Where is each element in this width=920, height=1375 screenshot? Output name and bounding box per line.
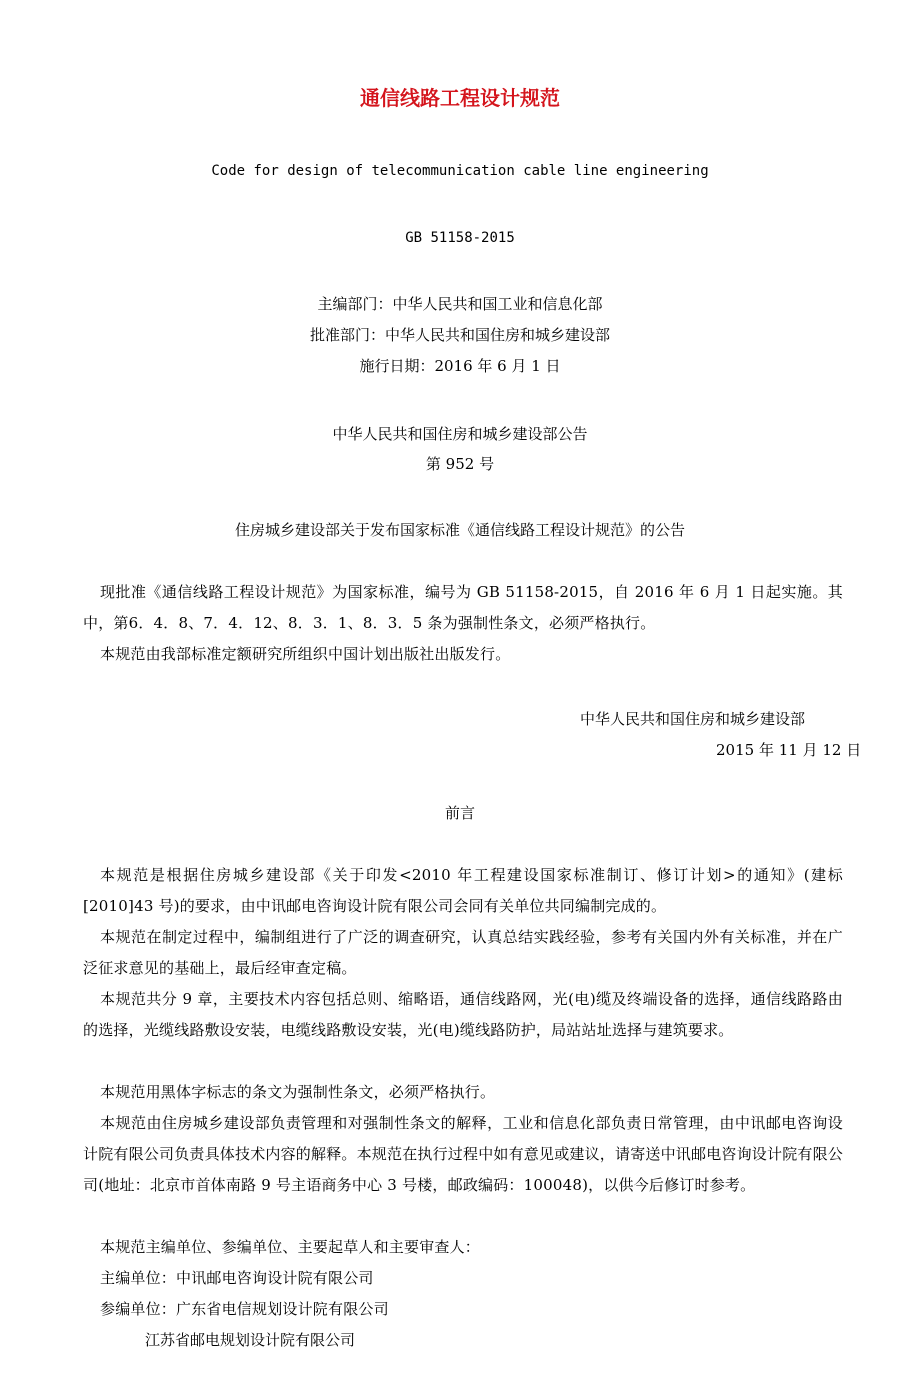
announcement-paragraph-2: 本规范由我部标准定额研究所组织中国计划出版社出版发行。 xyxy=(100,645,511,663)
participating-unit-2: 江苏省邮电规划设计院有限公司 xyxy=(145,1331,356,1349)
announcement-signature: 中华人民共和国住房和城乡建设部 xyxy=(580,710,806,728)
announcement-number: 第 952 号 xyxy=(425,455,495,473)
standard-code: GB 51158-2015 xyxy=(405,230,515,246)
preface-paragraph-3: 本规范共分 9 章，主要技术内容包括总则、缩略语，通信线路网，光(电)缆及终端设备的选择，通信线路路由的选择，光缆线路敷设安装，电缆线路敷设安装，光(电)缆线路防护，局站站址选择与建筑要求。 xyxy=(83,990,843,1039)
announcement-heading: 住房城乡建设部关于发布国家标准《通信线路工程设计规范》的公告 xyxy=(234,521,685,539)
preface-paragraph-1: 本规范是根据住房城乡建设部《关于印发<2010 年工程建设国家标准制订、修订计划>的通知》(建标[2010]43 号)的要求，由中讯邮电咨询设计院有限公司会同有关单位共同编制完成的。 xyxy=(83,866,843,915)
english-title: Code for design of telecommunication cable line engineering xyxy=(211,163,709,179)
participating-unit-1: 参编单位：广东省电信规划设计院有限公司 xyxy=(100,1300,389,1318)
announcement-paragraph-1: 现批准《通信线路工程设计规范》为国家标准，编号为 GB 51158-2015，自 2016 年 6 月 1 日起实施。其中，第6．4．8、7．4．12、8．3．1、8．3．5 条为强制性条文，必须严格执行。 xyxy=(83,583,843,632)
announcement-date: 2015 年 11 月 12 日 xyxy=(716,741,862,759)
chief-department: 主编部门：中华人民共和国工业和信息化部 xyxy=(317,295,603,313)
approval-department: 批准部门：中华人民共和国住房和城乡建设部 xyxy=(309,326,610,344)
chief-editing-unit: 主编单位：中讯邮电咨询设计院有限公司 xyxy=(100,1269,374,1287)
preface-paragraph-6: 本规范主编单位、参编单位、主要起草人和主要审查人： xyxy=(100,1238,481,1256)
preface-paragraph-2: 本规范在制定过程中，编制组进行了广泛的调查研究，认真总结实践经验，参考有关国内外有关标准，并在广泛征求意见的基础上，最后经审查定稿。 xyxy=(83,928,843,977)
preface-paragraph-4: 本规范用黑体字标志的条文为强制性条文，必须严格执行。 xyxy=(100,1083,496,1101)
preface-heading: 前言 xyxy=(444,804,475,822)
announcement-issuer: 中华人民共和国住房和城乡建设部公告 xyxy=(332,425,588,443)
preface-paragraph-5: 本规范由住房城乡建设部负责管理和对强制性条文的解释，工业和信息化部负责日常管理，由中讯邮电咨询设计院有限公司负责具体技术内容的解释。本规范在执行过程中如有意见或建议，请寄送中讯邮电咨询设计院有限公司(地址：北京市首体南路 9 号主语商务中心 3 号楼，邮政编码：100048)，以供今后修订时参考。 xyxy=(83,1114,844,1194)
document-title: 通信线路工程设计规范 xyxy=(360,86,560,110)
effective-date: 施行日期：2016 年 6 月 1 日 xyxy=(359,357,561,375)
